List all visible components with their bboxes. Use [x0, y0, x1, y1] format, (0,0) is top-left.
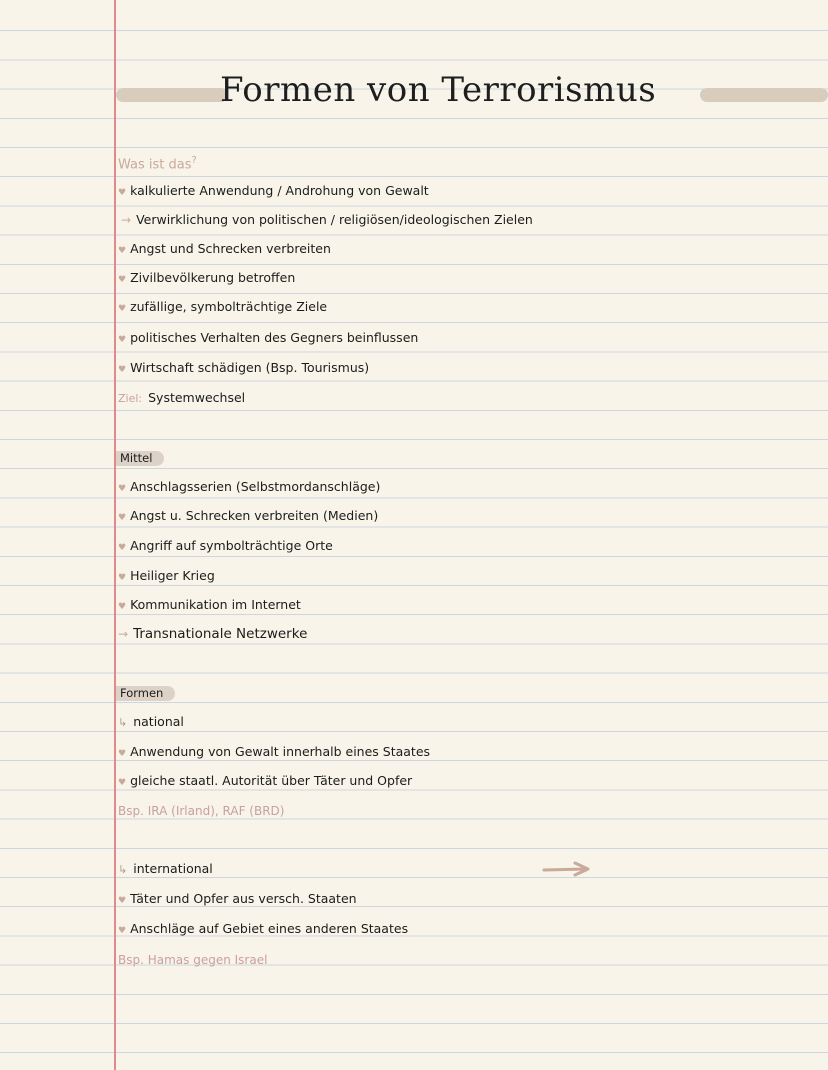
list-item: ♥ Anwendung von Gewalt innerhalb eines Staates: [118, 743, 430, 763]
list-item: ♥ Anschlagsserien (Selbstmordanschläge): [118, 478, 380, 498]
list-item: ♥ Zivilbevölkerung betroffen: [118, 269, 295, 289]
arrow-right-icon: →: [121, 213, 132, 227]
section-tag-mittel: Mittel: [116, 451, 164, 466]
big-arrow-right-icon: [542, 859, 592, 879]
heart-bullet-icon: ♥: [118, 365, 127, 375]
list-item: → Verwirklichung von politischen / religiösen/ideologischen Zielen: [121, 212, 533, 227]
page-title: Formen von Terrorismus: [220, 70, 657, 110]
list-item-arrow: → Transnationale Netzwerke: [118, 626, 308, 642]
list-item: ♥ Heiliger Krieg: [118, 567, 215, 587]
list-item: ♥ Täter und Opfer aus versch. Staaten: [118, 890, 357, 910]
list-item: ♥ Anschläge auf Gebiet eines anderen Staates: [118, 920, 408, 940]
heart-bullet-icon: ♥: [118, 304, 127, 314]
list-item: ♥ Angst und Schrecken verbreiten: [118, 240, 331, 260]
list-item: ♥ kalkulierte Anwendung / Androhung von Gewalt: [118, 182, 429, 202]
corner-arrow-icon: ↳: [118, 716, 128, 729]
margin-line: [114, 0, 116, 1070]
heart-bullet-icon: ♥: [118, 543, 127, 553]
arrow-right-icon: →: [118, 627, 129, 641]
list-item: ♥ Wirtschaft schädigen (Bsp. Tourismus): [118, 359, 369, 379]
goal-text: Systemwechsel: [148, 390, 246, 405]
subheading-national: ↳ national: [118, 713, 184, 732]
section-heading-was-ist-das: Was ist das?: [118, 155, 197, 173]
heart-bullet-icon: ♥: [118, 484, 127, 494]
corner-arrow-icon: ↳: [118, 863, 128, 876]
heading-question-mark: ?: [191, 155, 197, 166]
example-international: Bsp. Hamas gegen Israel: [118, 953, 268, 967]
section-tag-formen: Formen: [116, 686, 175, 701]
list-item: ♥ Kommunikation im Internet: [118, 596, 301, 616]
list-item: ♥ Angriff auf symbolträchtige Orte: [118, 537, 333, 557]
heart-bullet-icon: ♥: [118, 246, 127, 256]
goal-line: [118, 389, 245, 408]
heart-bullet-icon: ♥: [118, 188, 127, 198]
title-highlight-right: [700, 88, 828, 102]
list-item: ♥ zufällige, symbolträchtige Ziele: [118, 298, 327, 318]
heart-bullet-icon: ♥: [118, 513, 127, 523]
subheading-international: ↳ international: [118, 860, 213, 879]
title-highlight-left: [116, 88, 228, 102]
heart-bullet-icon: ♥: [118, 778, 127, 788]
heart-bullet-icon: ♥: [118, 926, 127, 936]
heart-bullet-icon: ♥: [118, 749, 127, 759]
goal-label: Ziel:: [118, 392, 143, 405]
heart-bullet-icon: ♥: [118, 335, 127, 345]
list-item: ♥ politisches Verhalten des Gegners beinflussen: [118, 329, 418, 349]
heart-bullet-icon: ♥: [118, 896, 127, 906]
list-item: ♥ Angst u. Schrecken verbreiten (Medien): [118, 507, 378, 527]
list-item: ♥ gleiche staatl. Autorität über Täter und Opfer: [118, 772, 412, 792]
example-national: Bsp. IRA (Irland), RAF (BRD): [118, 804, 285, 818]
heart-bullet-icon: ♥: [118, 573, 127, 583]
heart-bullet-icon: ♥: [118, 275, 127, 285]
heart-bullet-icon: ♥: [118, 602, 127, 612]
